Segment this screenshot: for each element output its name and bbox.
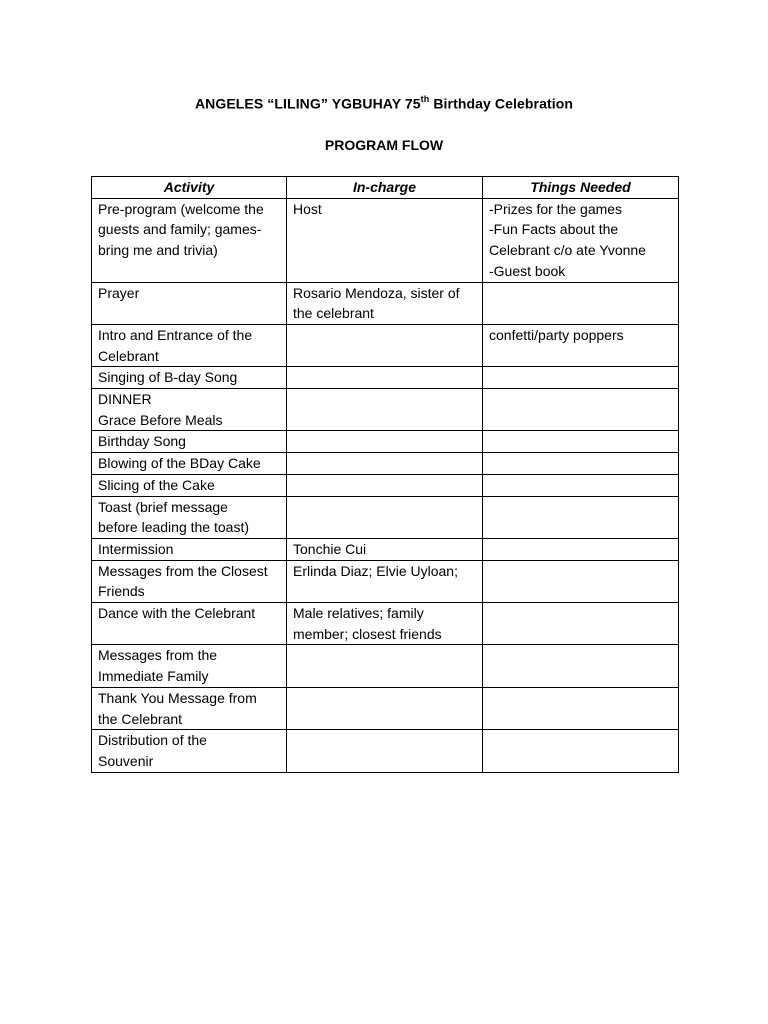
cell-text: -Guest book (489, 262, 566, 279)
table-row (92, 474, 679, 496)
things-needed-cell (483, 324, 679, 366)
things-needed-cell (483, 198, 679, 282)
activity-cell (92, 389, 287, 431)
header-in-charge: In-charge (287, 177, 483, 199)
activity-cell (92, 496, 287, 538)
activity-cell (92, 560, 287, 602)
activity-cell (92, 603, 287, 645)
cell-text: Celebrant c/o ate Yvonne (489, 242, 646, 259)
cell-text: Immediate Family (98, 668, 209, 685)
table-row (92, 560, 679, 602)
cell-text: Birthday Song (98, 433, 186, 450)
cell-text: -Fun Facts about the (489, 221, 619, 238)
table-row (92, 687, 679, 729)
table-row (92, 324, 679, 366)
cell-text: Intro and Entrance of the (98, 326, 253, 343)
cell-text: Grace Before Meals (98, 411, 223, 428)
in-charge-cell (287, 453, 483, 475)
activity-cell (92, 431, 287, 453)
cell-text: Distribution of the (98, 732, 207, 749)
activity-cell (92, 687, 287, 729)
activity-cell (92, 367, 287, 389)
cell-text: guests and family; games- (98, 221, 262, 238)
table-row (92, 367, 679, 389)
table-row (92, 431, 679, 453)
table-header-row (92, 177, 679, 199)
table-row (92, 496, 679, 538)
cell-text: Pre-program (welcome the (98, 200, 264, 217)
table-row (92, 538, 679, 560)
table-row (92, 198, 679, 282)
cell-text: Intermission (98, 540, 174, 557)
things-needed-cell (483, 367, 679, 389)
header-things-needed: Things Needed (483, 177, 679, 199)
table-row (92, 282, 679, 324)
cell-text: Souvenir (98, 752, 154, 769)
in-charge-cell (287, 431, 483, 453)
things-needed-cell (483, 603, 679, 645)
in-charge-cell (287, 496, 483, 538)
things-needed-cell (483, 389, 679, 431)
in-charge-cell (287, 282, 483, 324)
cell-text: Celebrant (98, 347, 159, 364)
cell-text: Slicing of the Cake (98, 476, 215, 493)
cell-text: Prayer (98, 284, 140, 301)
in-charge-cell (287, 474, 483, 496)
cell-text: Erlinda Diaz; Elvie Uyloan; (293, 562, 458, 579)
things-needed-cell (483, 496, 679, 538)
in-charge-cell (287, 367, 483, 389)
cell-text: confetti/party poppers (489, 326, 624, 343)
things-needed-cell (483, 453, 679, 475)
things-needed-cell (483, 474, 679, 496)
table-row (92, 645, 679, 687)
table-row (92, 603, 679, 645)
table-row (92, 389, 679, 431)
cell-text: Thank You Message from (98, 689, 257, 706)
in-charge-cell (287, 560, 483, 602)
cell-text: Blowing of the BDay Cake (98, 455, 261, 472)
cell-text: DINNER (98, 391, 152, 408)
cell-text: before leading the toast) (98, 519, 249, 536)
things-needed-cell (483, 560, 679, 602)
cell-text: Dance with the Celebrant (98, 605, 256, 622)
cell-text: -Prizes for the games (489, 200, 623, 217)
cell-text: Rosario Mendoza, sister of (293, 284, 460, 301)
cell-text: the celebrant (293, 305, 374, 322)
activity-cell (92, 474, 287, 496)
things-needed-cell (483, 538, 679, 560)
things-needed-cell (483, 645, 679, 687)
cell-text: Toast (brief message (98, 498, 228, 515)
document-subtitle: PROGRAM FLOW (324, 137, 444, 153)
activity-cell (92, 198, 287, 282)
title-text-end: Birthday Celebration (429, 95, 574, 112)
activity-cell (92, 282, 287, 324)
in-charge-cell (287, 645, 483, 687)
cell-text: Messages from the (98, 647, 218, 664)
things-needed-cell (483, 431, 679, 453)
activity-cell (92, 538, 287, 560)
things-needed-cell (483, 282, 679, 324)
title-ordinal-suffix: th (420, 94, 430, 104)
cell-text: member; closest friends (293, 625, 442, 642)
header-activity: Activity (92, 177, 287, 199)
table-row (92, 730, 679, 772)
in-charge-cell (287, 730, 483, 772)
things-needed-cell (483, 687, 679, 729)
activity-cell (92, 730, 287, 772)
cell-text: Messages from the Closest (98, 562, 268, 579)
things-needed-cell (483, 730, 679, 772)
cell-text: Host (293, 200, 322, 217)
title-text: ANGELES “LILING” YGBUHAY 75 (194, 95, 421, 112)
in-charge-cell (287, 198, 483, 282)
cell-text: bring me and trivia) (98, 242, 218, 259)
in-charge-cell (287, 324, 483, 366)
cell-text: Singing of B-day Song (98, 369, 238, 386)
program-table (91, 176, 679, 773)
table-body (92, 198, 679, 772)
table-row (92, 453, 679, 475)
in-charge-cell (287, 538, 483, 560)
cell-text: the Celebrant (98, 710, 183, 727)
activity-cell (92, 453, 287, 475)
document-title (0, 95, 768, 112)
in-charge-cell (287, 389, 483, 431)
in-charge-cell (287, 603, 483, 645)
cell-text: Male relatives; family (293, 605, 424, 622)
cell-text: Tonchie Cui (293, 540, 367, 557)
activity-cell (92, 645, 287, 687)
in-charge-cell (287, 687, 483, 729)
cell-text: Friends (98, 583, 145, 600)
activity-cell (92, 324, 287, 366)
